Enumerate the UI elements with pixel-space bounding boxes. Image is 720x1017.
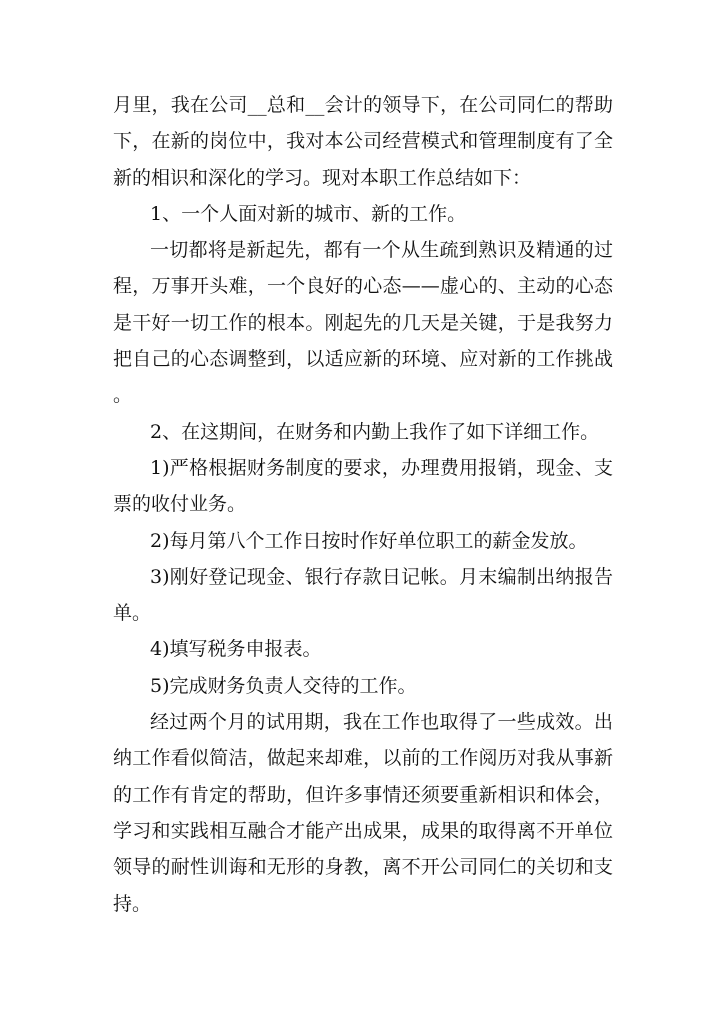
paragraph-section-1-body: 一切都将是新起先，都有一个从生疏到熟识及精通的过程，万事开头难，一个良好的心态——虚心的、主动的心态是干好一切工作的根本。刚起先的几天是关键，于是我努力把自己的心态调整到，以适应新的环境、应对新的工作挑战。 <box>113 239 613 407</box>
document-page <box>113 87 613 922</box>
list-item-5: 5)完成财务负责人交待的工作。 <box>150 674 417 697</box>
list-item-3: 3)刚好登记现金、银行存款日记帐。月末编制出纳报告单。 <box>113 565 613 625</box>
list-item-2: 2)每月第八个工作日按时作好单位职工的薪金发放。 <box>150 529 588 552</box>
paragraph-section-2-heading: 2、在这期间，在财务和内勤上我作了如下详细工作。 <box>150 420 600 443</box>
list-item-4: 4)填写税务申报表。 <box>150 638 322 661</box>
paragraph-intro: 月里，我在公司__总和__会计的领导下，在公司同仁的帮助下，在新的岗位中，我对本公司经营模式和管理制度有了全新的相识和深化的学习。现对本职工作总结如下： <box>113 94 613 189</box>
paragraph-section-1-heading: 1、一个人面对新的城市、新的工作。 <box>150 202 467 225</box>
paragraph-conclusion: 经过两个月的试用期，我在工作也取得了一些成效。出纳工作看似简洁，做起来却难，以前的工作阅历对我从事新的工作有肯定的帮助，但许多事情还须要重新相识和体会，学习和实践相互融合才能产出成果，成果的取得离不开单位领导的耐性训诲和无形的身教，离不开公司同仁的关切和支持。 <box>113 711 613 915</box>
list-item-1: 1)严格根据财务制度的要求，办理费用报销，现金、支票的收付业务。 <box>113 456 613 516</box>
